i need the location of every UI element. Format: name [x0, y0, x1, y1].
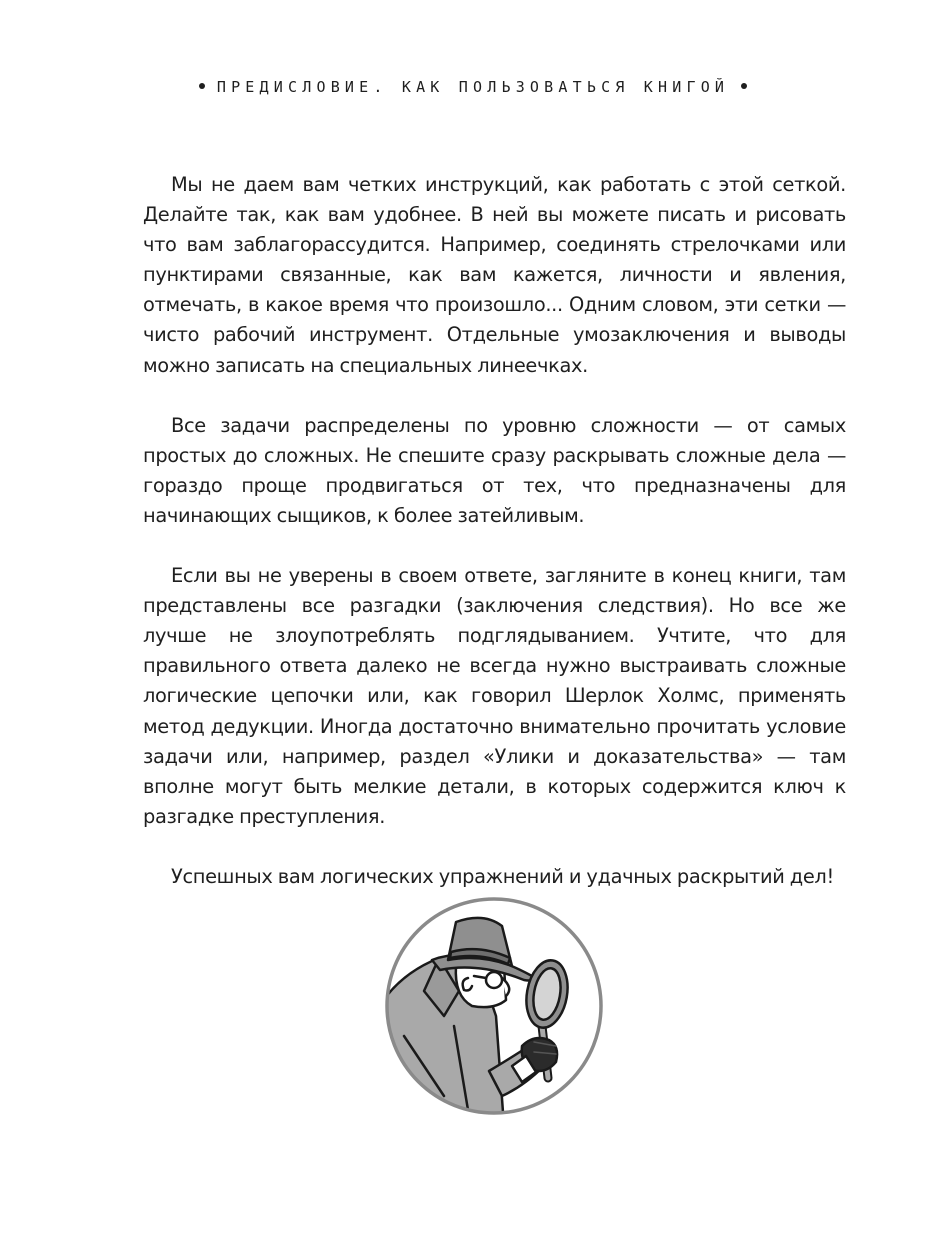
detective-illustration	[384, 896, 604, 1116]
paragraph: Если вы не уверены в своем ответе, загляните в конец книги, там представлены все разгадки (заключения следствия). Но все же лучше не злоупотреблять подглядыванием. Учтите, что для правильного ответа далеко не всегда нужно выстраивать сложные логические цепочки или, как говорил Шерлок Холмс, применять метод дедукции. Иногда достаточно внимательно прочитать условие задачи или, например, раздел «Улики и доказательства» — там вполне могут быть мелкие детали, в которых содержится ключ к разгадке преступления.	[143, 564, 846, 828]
detective-magnifier-icon	[384, 896, 604, 1116]
paragraph: Мы не даем вам четких инструкций, как работать с этой сеткой. Делайте так, как вам удобнее. В ней вы можете писать и рисовать что вам заблагорассудится. Например, соединять стрелочками или пунктирами связанные, как вам кажется, личности и явления, отмечать, в какое время что произошло... Одним словом, эти сетки — чисто рабочий инструмент. Отдельные умозаключения и выводы можно записать на специальных линеечках.	[143, 173, 846, 377]
bullet-dot-icon	[199, 83, 205, 89]
running-title: ПРЕДИСЛОВИЕ. КАК ПОЛЬЗОВАТЬСЯ КНИГОЙ	[216, 78, 730, 96]
paragraph: Все задачи распределены по уровню сложности — от самых простых до сложных. Не спешите сразу раскрывать сложные дела — гораздо проще продвигаться от тех, что предназначены для начинающих сыщиков, к более затейливым.	[143, 413, 846, 527]
body-text	[143, 170, 846, 892]
paragraph: Успешных вам логических упражнений и удачных раскрытий дел!	[171, 864, 834, 888]
running-header	[0, 78, 946, 96]
bullet-dot-icon	[741, 83, 747, 89]
